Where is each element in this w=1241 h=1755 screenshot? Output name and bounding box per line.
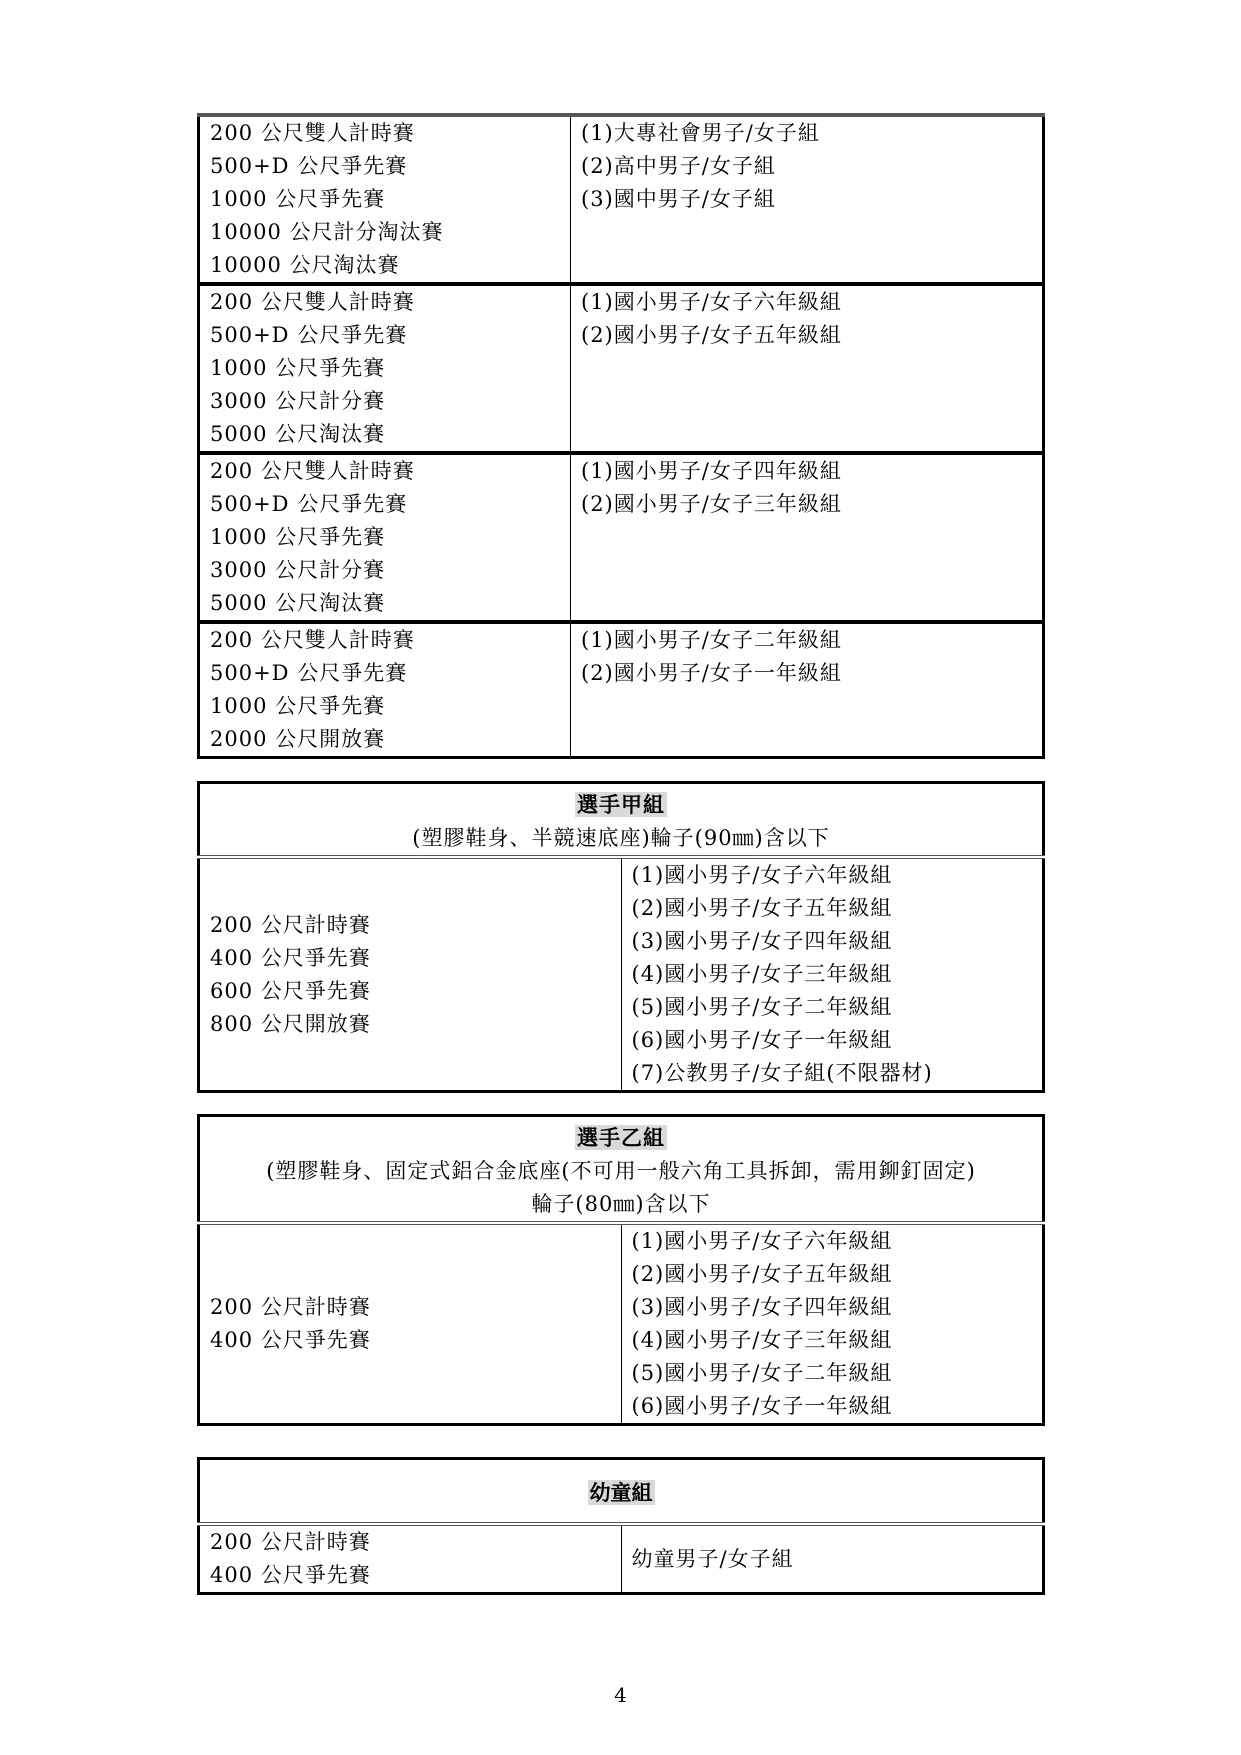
division-item: (4)國小男子/女子三年級組 [631, 962, 893, 986]
events-table-main [197, 113, 1045, 759]
group-title: 選手乙組 [577, 1125, 665, 1150]
event-item: 200 公尺雙人計時賽 [210, 628, 415, 652]
divisions-cell [621, 1223, 1044, 1425]
event-item: 500+D 公尺爭先賽 [210, 492, 408, 516]
division-item: (1)國小男子/女子六年級組 [631, 1229, 893, 1253]
group-header-cell [199, 783, 1044, 858]
table-row [199, 622, 1044, 758]
division-item: (3)國中男子/女子組 [581, 187, 776, 211]
event-item: 200 公尺計時賽 [210, 912, 371, 937]
table-row [199, 857, 1044, 1092]
group-spec: (塑膠鞋身、固定式鋁合金底座(不可用一般六角工具拆卸，需用鉚釘固定) [266, 1159, 976, 1183]
group-spec: (塑膠鞋身、半競速底座)輪子(90㎜)含以下 [412, 826, 830, 850]
group-spec: 輪子(80㎜)含以下 [531, 1192, 711, 1216]
group-header-cell [199, 1459, 1044, 1525]
event-item: 400 公尺爭先賽 [210, 1563, 371, 1587]
events-cell [199, 284, 571, 453]
table-row [199, 1223, 1044, 1425]
division-item: (1)國小男子/女子四年級組 [581, 459, 842, 483]
event-item: 800 公尺開放賽 [210, 1011, 371, 1036]
table-row [199, 453, 1044, 622]
division-item: 幼童男子/女子組 [631, 1546, 794, 1571]
events-cell [199, 622, 571, 758]
group-b-table [197, 1114, 1045, 1426]
event-item: 10000 公尺計分淘汰賽 [210, 220, 444, 244]
event-item: 200 公尺雙人計時賽 [210, 290, 415, 314]
division-item: (3)國小男子/女子四年級組 [631, 1295, 893, 1319]
division-item: (2)國小男子/女子五年級組 [581, 323, 842, 347]
event-item: 200 公尺雙人計時賽 [210, 459, 415, 483]
division-item: (6)國小男子/女子一年級組 [631, 1028, 893, 1052]
divisions-cell [621, 857, 1044, 1092]
group-a-table [197, 781, 1045, 1093]
event-item: 5000 公尺淘汰賽 [210, 591, 386, 615]
event-item: 500+D 公尺爭先賽 [210, 323, 408, 347]
event-item: 200 公尺雙人計時賽 [210, 121, 415, 145]
event-item: 10000 公尺淘汰賽 [210, 253, 400, 277]
event-item: 600 公尺爭先賽 [210, 978, 371, 1003]
group-kids-table [197, 1457, 1045, 1595]
table-row [199, 1524, 1044, 1594]
divisions-cell [571, 284, 1044, 453]
event-item: 400 公尺爭先賽 [210, 945, 371, 970]
divisions-cell [621, 1524, 1044, 1594]
division-item: (7)公教男子/女子組(不限器材) [631, 1061, 933, 1085]
divisions-cell [571, 453, 1044, 622]
division-item: (2)國小男子/女子一年級組 [581, 661, 842, 685]
event-item: 400 公尺爭先賽 [210, 1328, 371, 1352]
event-item: 500+D 公尺爭先賽 [210, 154, 408, 178]
division-item: (3)國小男子/女子四年級組 [631, 929, 893, 953]
division-item: (2)國小男子/女子三年級組 [581, 492, 842, 516]
division-item: (2)國小男子/女子五年級組 [631, 1262, 893, 1286]
table-header-row [199, 1459, 1044, 1525]
events-cell [199, 1223, 622, 1425]
divisions-cell [571, 115, 1044, 284]
group-title: 選手甲組 [577, 792, 665, 817]
page-number: 4 [614, 1683, 627, 1707]
event-item: 1000 公尺爭先賽 [210, 525, 386, 549]
events-cell [199, 1524, 622, 1594]
group-header-cell [199, 1116, 1044, 1224]
event-item: 3000 公尺計分賽 [210, 558, 386, 582]
events-cell [199, 115, 571, 284]
division-item: (5)國小男子/女子二年級組 [631, 995, 893, 1019]
division-item: (1)國小男子/女子六年級組 [631, 863, 893, 887]
event-item: 1000 公尺爭先賽 [210, 694, 386, 718]
event-item: 3000 公尺計分賽 [210, 389, 386, 413]
division-item: (1)大專社會男子/女子組 [581, 121, 820, 145]
event-item: 5000 公尺淘汰賽 [210, 422, 386, 446]
event-item: 2000 公尺開放賽 [210, 727, 386, 751]
division-item: (2)高中男子/女子組 [581, 154, 776, 178]
events-cell [199, 453, 571, 622]
division-item: (6)國小男子/女子一年級組 [631, 1394, 893, 1418]
group-title: 幼童組 [589, 1480, 653, 1505]
division-item: (1)國小男子/女子六年級組 [581, 290, 842, 314]
table-header-row [199, 783, 1044, 858]
division-item: (4)國小男子/女子三年級組 [631, 1328, 893, 1352]
event-item: 500+D 公尺爭先賽 [210, 661, 408, 685]
event-item: 200 公尺計時賽 [210, 1530, 371, 1554]
event-item: 200 公尺計時賽 [210, 1295, 371, 1319]
event-item: 1000 公尺爭先賽 [210, 187, 386, 211]
table-row [199, 284, 1044, 453]
division-item: (2)國小男子/女子五年級組 [631, 896, 893, 920]
events-cell [199, 857, 622, 1092]
event-item: 1000 公尺爭先賽 [210, 356, 386, 380]
table-header-row [199, 1116, 1044, 1224]
table-row [199, 115, 1044, 284]
divisions-cell [571, 622, 1044, 758]
division-item: (5)國小男子/女子二年級組 [631, 1361, 893, 1385]
division-item: (1)國小男子/女子二年級組 [581, 628, 842, 652]
